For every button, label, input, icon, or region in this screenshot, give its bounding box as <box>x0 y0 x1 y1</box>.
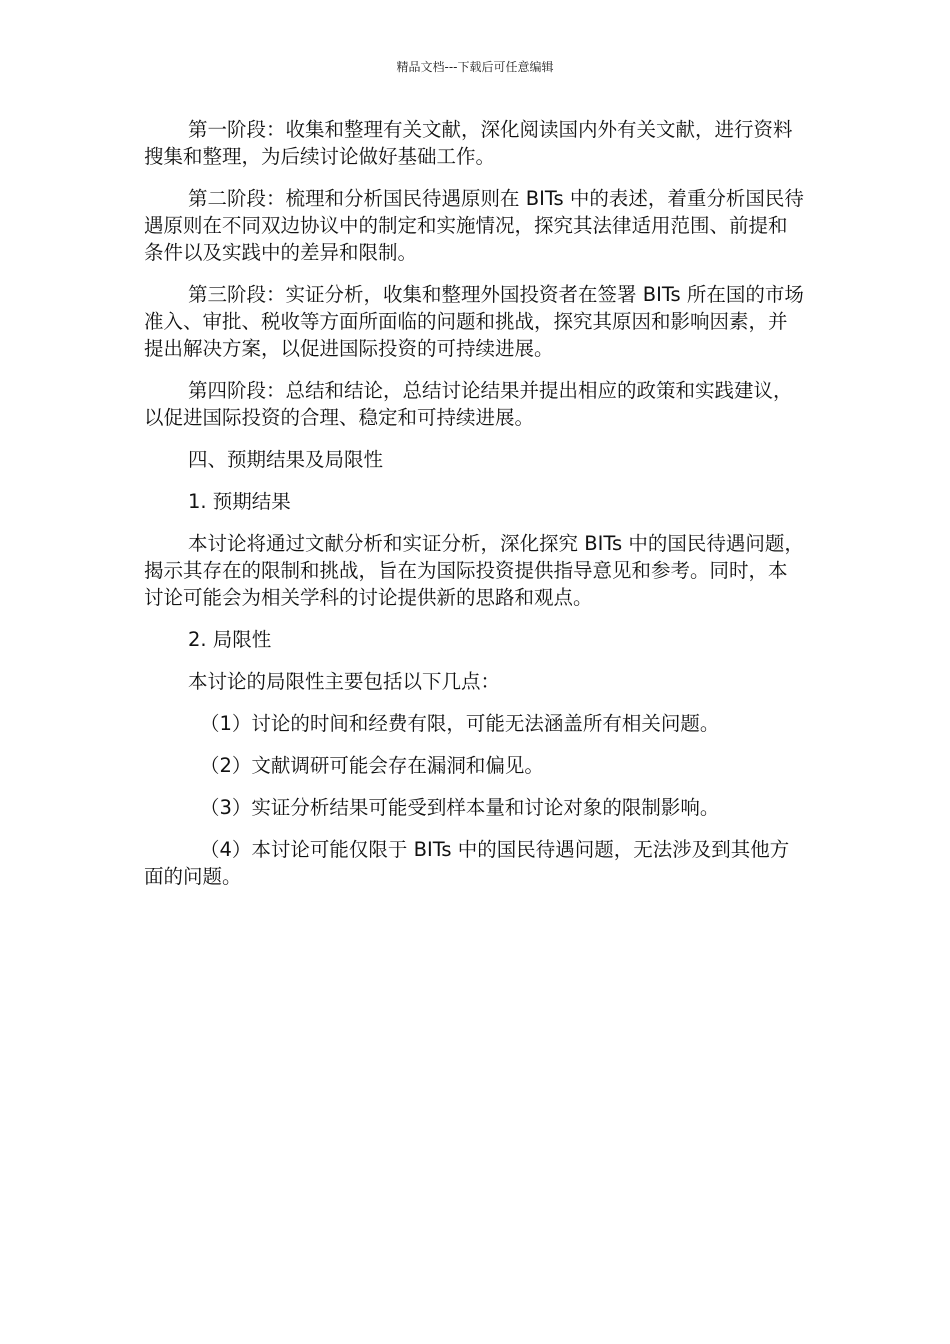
list-item-limitation-4: （4）本讨论可能仅限于 BITs 中的国民待遇问题，无法涉及到其他方面的问题。 <box>144 838 790 888</box>
paragraph-stage-4: 第四阶段：总结和结论，总结讨论结果并提出相应的政策和实践建议，以促进国际投资的合理、稳定和可持续进展。 <box>144 379 793 429</box>
paragraph-expected-results: 本讨论将通过文献分析和实证分析，深化探究 BITs 中的国民待遇问题，揭示其存在的限制和挑战，旨在为国际投资提供指导意见和参考。同时，本讨论可能会为相关学科的讨论提供新的思路和观点。 <box>144 532 804 609</box>
subheading-expected-results: 1. 预期结果 <box>188 490 291 513</box>
subheading-limitations: 2. 局限性 <box>188 628 272 651</box>
list-item-limitation-3: （3）实证分析结果可能受到样本量和讨论对象的限制影响。 <box>200 796 720 819</box>
paragraph-stage-3: 第三阶段：实证分析，收集和整理外国投资者在签署 BITs 所在国的市场准入、审批、税收等方面所面临的问题和挑战，探究其原因和影响因素，并提出解决方案，以促进国际投资的可持续进展。 <box>144 283 804 360</box>
list-item-limitation-1: （1）讨论的时间和经费有限，可能无法涵盖所有相关问题。 <box>200 712 720 735</box>
list-item-limitation-2: （2）文献调研可能会存在漏洞和偏见。 <box>200 754 544 777</box>
paragraph-stage-2: 第二阶段：梳理和分析国民待遇原则在 BITs 中的表述，着重分析国民待遇原则在不同双边协议中的制定和实施情况，探究其法律适用范围、前提和条件以及实践中的差异和限制。 <box>144 187 804 264</box>
section-heading-expected-results: 四、预期结果及局限性 <box>188 448 384 471</box>
document-body <box>144 116 804 905</box>
paragraph-limitations-intro: 本讨论的局限性主要包括以下几点： <box>188 670 501 693</box>
paragraph-stage-1: 第一阶段：收集和整理有关文献，深化阅读国内外有关文献，进行资料搜集和整理，为后续讨论做好基础工作。 <box>144 118 793 168</box>
page-header: 精品文档---下载后可任意编辑 <box>396 60 554 74</box>
